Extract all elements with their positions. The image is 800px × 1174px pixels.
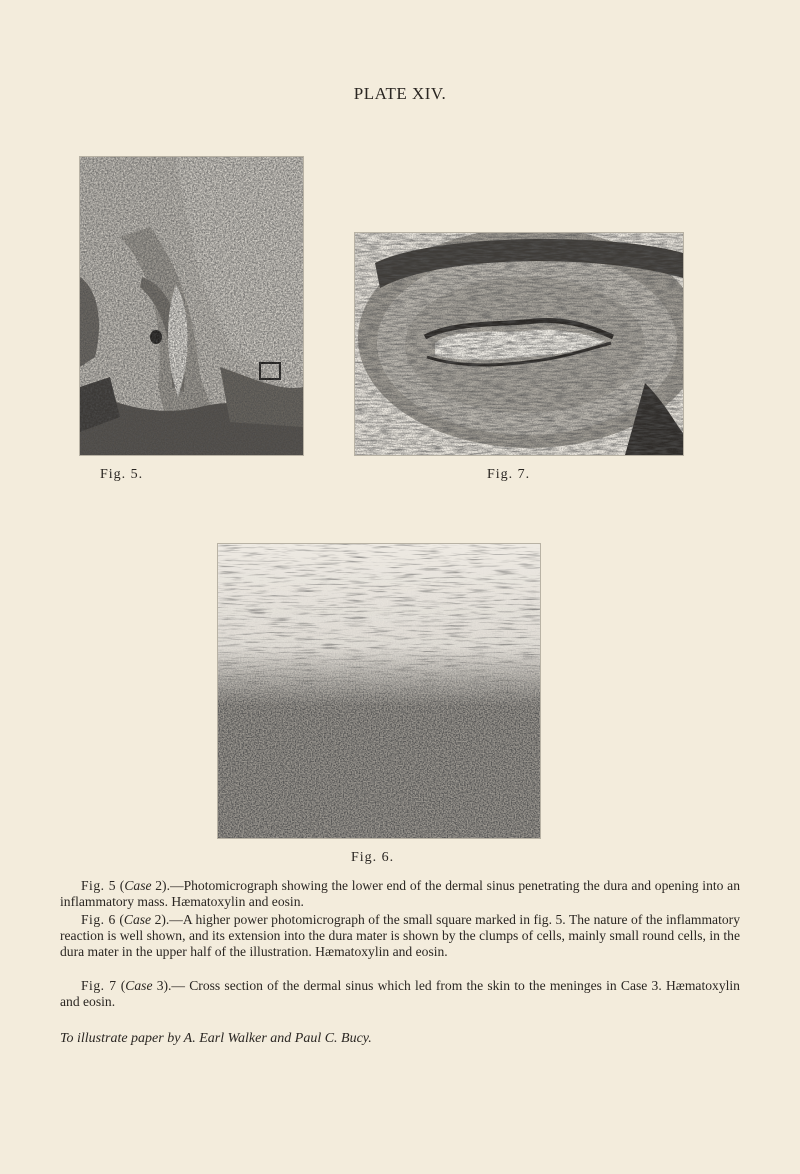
figure-6-label: Fig. 6. [351,850,395,865]
figure-5-caption [60,878,740,910]
figure-6-case: Case [123,912,152,927]
figure-7-case-number: 3). [152,978,172,993]
figure-5-label: Fig. 5. [100,467,144,482]
figure-7-ref: Fig. 7 [81,978,117,993]
figure-5-caption-text: —Photomicrograph showing the lower end of the dermal sinus penetrating the dura and opening into an inflammatory mass. Hæmatoxylin and eosin. [60,878,740,909]
figure-5-case-open: ( [116,878,125,893]
figure-7-caption [60,978,740,1010]
figure-6-image [217,543,541,839]
figure-7-case-open: ( [116,978,126,993]
figure-6-case-open: ( [115,912,124,927]
figure-7-case: Case [125,978,153,993]
figure-6-ref: Fig. 6 [81,912,116,927]
figure-7-image [354,232,684,456]
figure-7-label: Fig. 7. [487,467,531,482]
plate-title: PLATE XIV. [353,84,447,103]
figure-7-caption-text: — Cross section of the dermal sinus which led from the skin to the meninges in Case 3. Hæmatoxylin and eosin. [60,978,740,1009]
figure-6-case-number: 2). [151,912,170,927]
figure-5-case: Case [124,878,152,893]
figure-5-case-number: 2). [151,878,170,893]
figure-6-caption [60,912,740,960]
figure-5-ref: Fig. 5 [81,878,117,893]
attribution-note: To illustrate paper by A. Earl Walker and Paul C. Bucy. [60,1031,372,1046]
figure-6-caption-text: —A higher power photomicrograph of the small square marked in fig. 5. The nature of the inflammatory reaction is well shown, and its extension into the dura mater is shown by the clumps of cells, mainly small round cells, in the dura mater in the upper half of the illustration. Hæmatoxylin and eosin. [60,912,740,959]
figure-5-image [79,156,304,456]
